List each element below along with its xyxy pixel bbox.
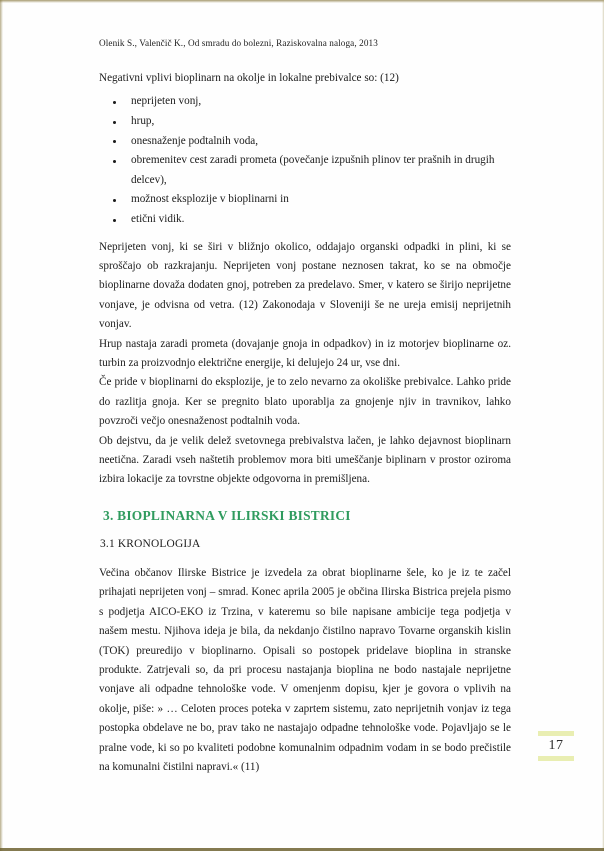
section-heading: 3. BIOPLINARNA V ILIRSKI BISTRICI: [103, 507, 351, 523]
bullet-dot-icon: [113, 121, 116, 124]
page-number-bar-top: [538, 731, 574, 736]
bullet-dot-icon: [113, 140, 116, 143]
scan-edge-top: [0, 0, 604, 3]
scan-edge-left: [0, 0, 3, 851]
page-number-bar-bottom: [538, 756, 574, 761]
bullet-dot-icon: [113, 160, 116, 163]
paragraph-chronology: Večina občanov Ilirske Bistrice je izvedela za obrat bioplinarne šele, ko je iz te začel prihajati neprijeten vonj – smrad. Konec aprila 2005 je občina Ilirska Bistrica prejela pismo s podjetja AICO-EKO iz Trzina, v kateremu so bile napisane ambicije tega podjetja v našem mestu. Njihova ideja je bila, da nekdanjo čistilno napravo Tovarne organskih kislin (TOK) preuredijo v bioplinarno. Opisali so postopek pridelave bioplina in stranske produkte. Zatrjevali so, da pri procesu nastajanja bioplina ne bodo nastajale neprijetne vonjave ali odpadne tehnološke vode. V omenjenm dopisu, kjer je govora o vplivih na okolje, piše: » … Celoten proces poteka v zaprtem sistemu, zato neprijetnih vonjav iz tega postopka obdelave ne bo, prav tako ne nastajajo odpadne tehnološke vode. Pojavljajo se le pralne vode, ki so po kvaliteti podobne komunalnim odpadnim vodam in se bodo prečistile na komunalni čistilni napravi.« (11): [99, 566, 511, 773]
list-item: [99, 132, 511, 152]
body-paragraphs: [99, 238, 511, 490]
subsection-heading: 3.1 KRONOLOGIJA: [100, 537, 201, 550]
list-item: [99, 210, 511, 230]
negative-effects-list: [99, 92, 511, 229]
list-item-label: etični vidik.: [131, 213, 185, 225]
paragraph-ethics: Ob dejstvu, da je velik delež svetovnega prebivalstva lačen, je lahko dejavnost bioplinarn neetična. Zaradi vseh naštetih problemov mora biti umeščanje biplinarn v prostor oziroma izbira lokacije za tovrstne objekte odgovorna in premišljena.: [99, 434, 511, 486]
list-item: [99, 112, 511, 132]
list-item: [99, 92, 511, 112]
intro-paragraph: Negativni vplivi bioplinarn na okolje in lokalne prebivalce so: (12): [99, 72, 399, 85]
bullet-dot-icon: [113, 101, 116, 104]
list-item-label: hrup,: [131, 115, 155, 128]
list-item-label: onesnaženje podtalnih voda,: [131, 134, 259, 147]
paragraph-noise: Hrup nastaja zaradi prometa (dovajanje gnoja in odpadkov) in iz motorjev bioplinarne oz. turbin za proizvodnjo električne energije, ki delujejo 24 ur, vse dni.: [99, 337, 511, 370]
bullet-dot-icon: [113, 219, 116, 222]
paragraph-odour: Neprijeten vonj, ki se širi v bližnjo okolico, oddajajo organski odpadki in plini, ki se sproščajo ob razkrajanju. Neprijeten vonj postane neznosen takrat, ko se na območje bioplinarne dovaža dodaten gnoj, potreben za predelavo. Smer, v katero se širijo neprijetne vonjave, je odvisna od vetra. (12) Zakonodaja v Sloveniji še ne ureja emisij neprijetnih vonjav.: [99, 240, 511, 331]
page-number: 17: [548, 738, 564, 753]
list-item: [99, 151, 511, 190]
running-head: Olenik S., Valenčič K., Od smradu do bolezni, Raziskovalna naloga, 2013: [99, 38, 378, 48]
bullet-dot-icon: [113, 199, 116, 202]
page-number-box: [538, 731, 574, 761]
page-content: [99, 38, 511, 777]
list-item: [99, 190, 511, 210]
paragraph-explosion: Če pride v bioplinarni do eksplozije, je to zelo nevarno za okoliške prebivalce. Lahko pride do razlitja gnoja. Ker se pregnito blato uporablja za gnojenje njiv in travnikov, lahko povzroči večjo onesnaženost podtalnih voda.: [99, 376, 511, 428]
list-item-label: neprijeten vonj,: [131, 95, 202, 108]
list-item-label: možnost eksplozije v bioplinarni in: [131, 193, 289, 206]
list-item-label: obremenitev cest zaradi prometa (povečanje izpušnih plinov ter prašnih in drugih delcev),: [131, 154, 495, 186]
